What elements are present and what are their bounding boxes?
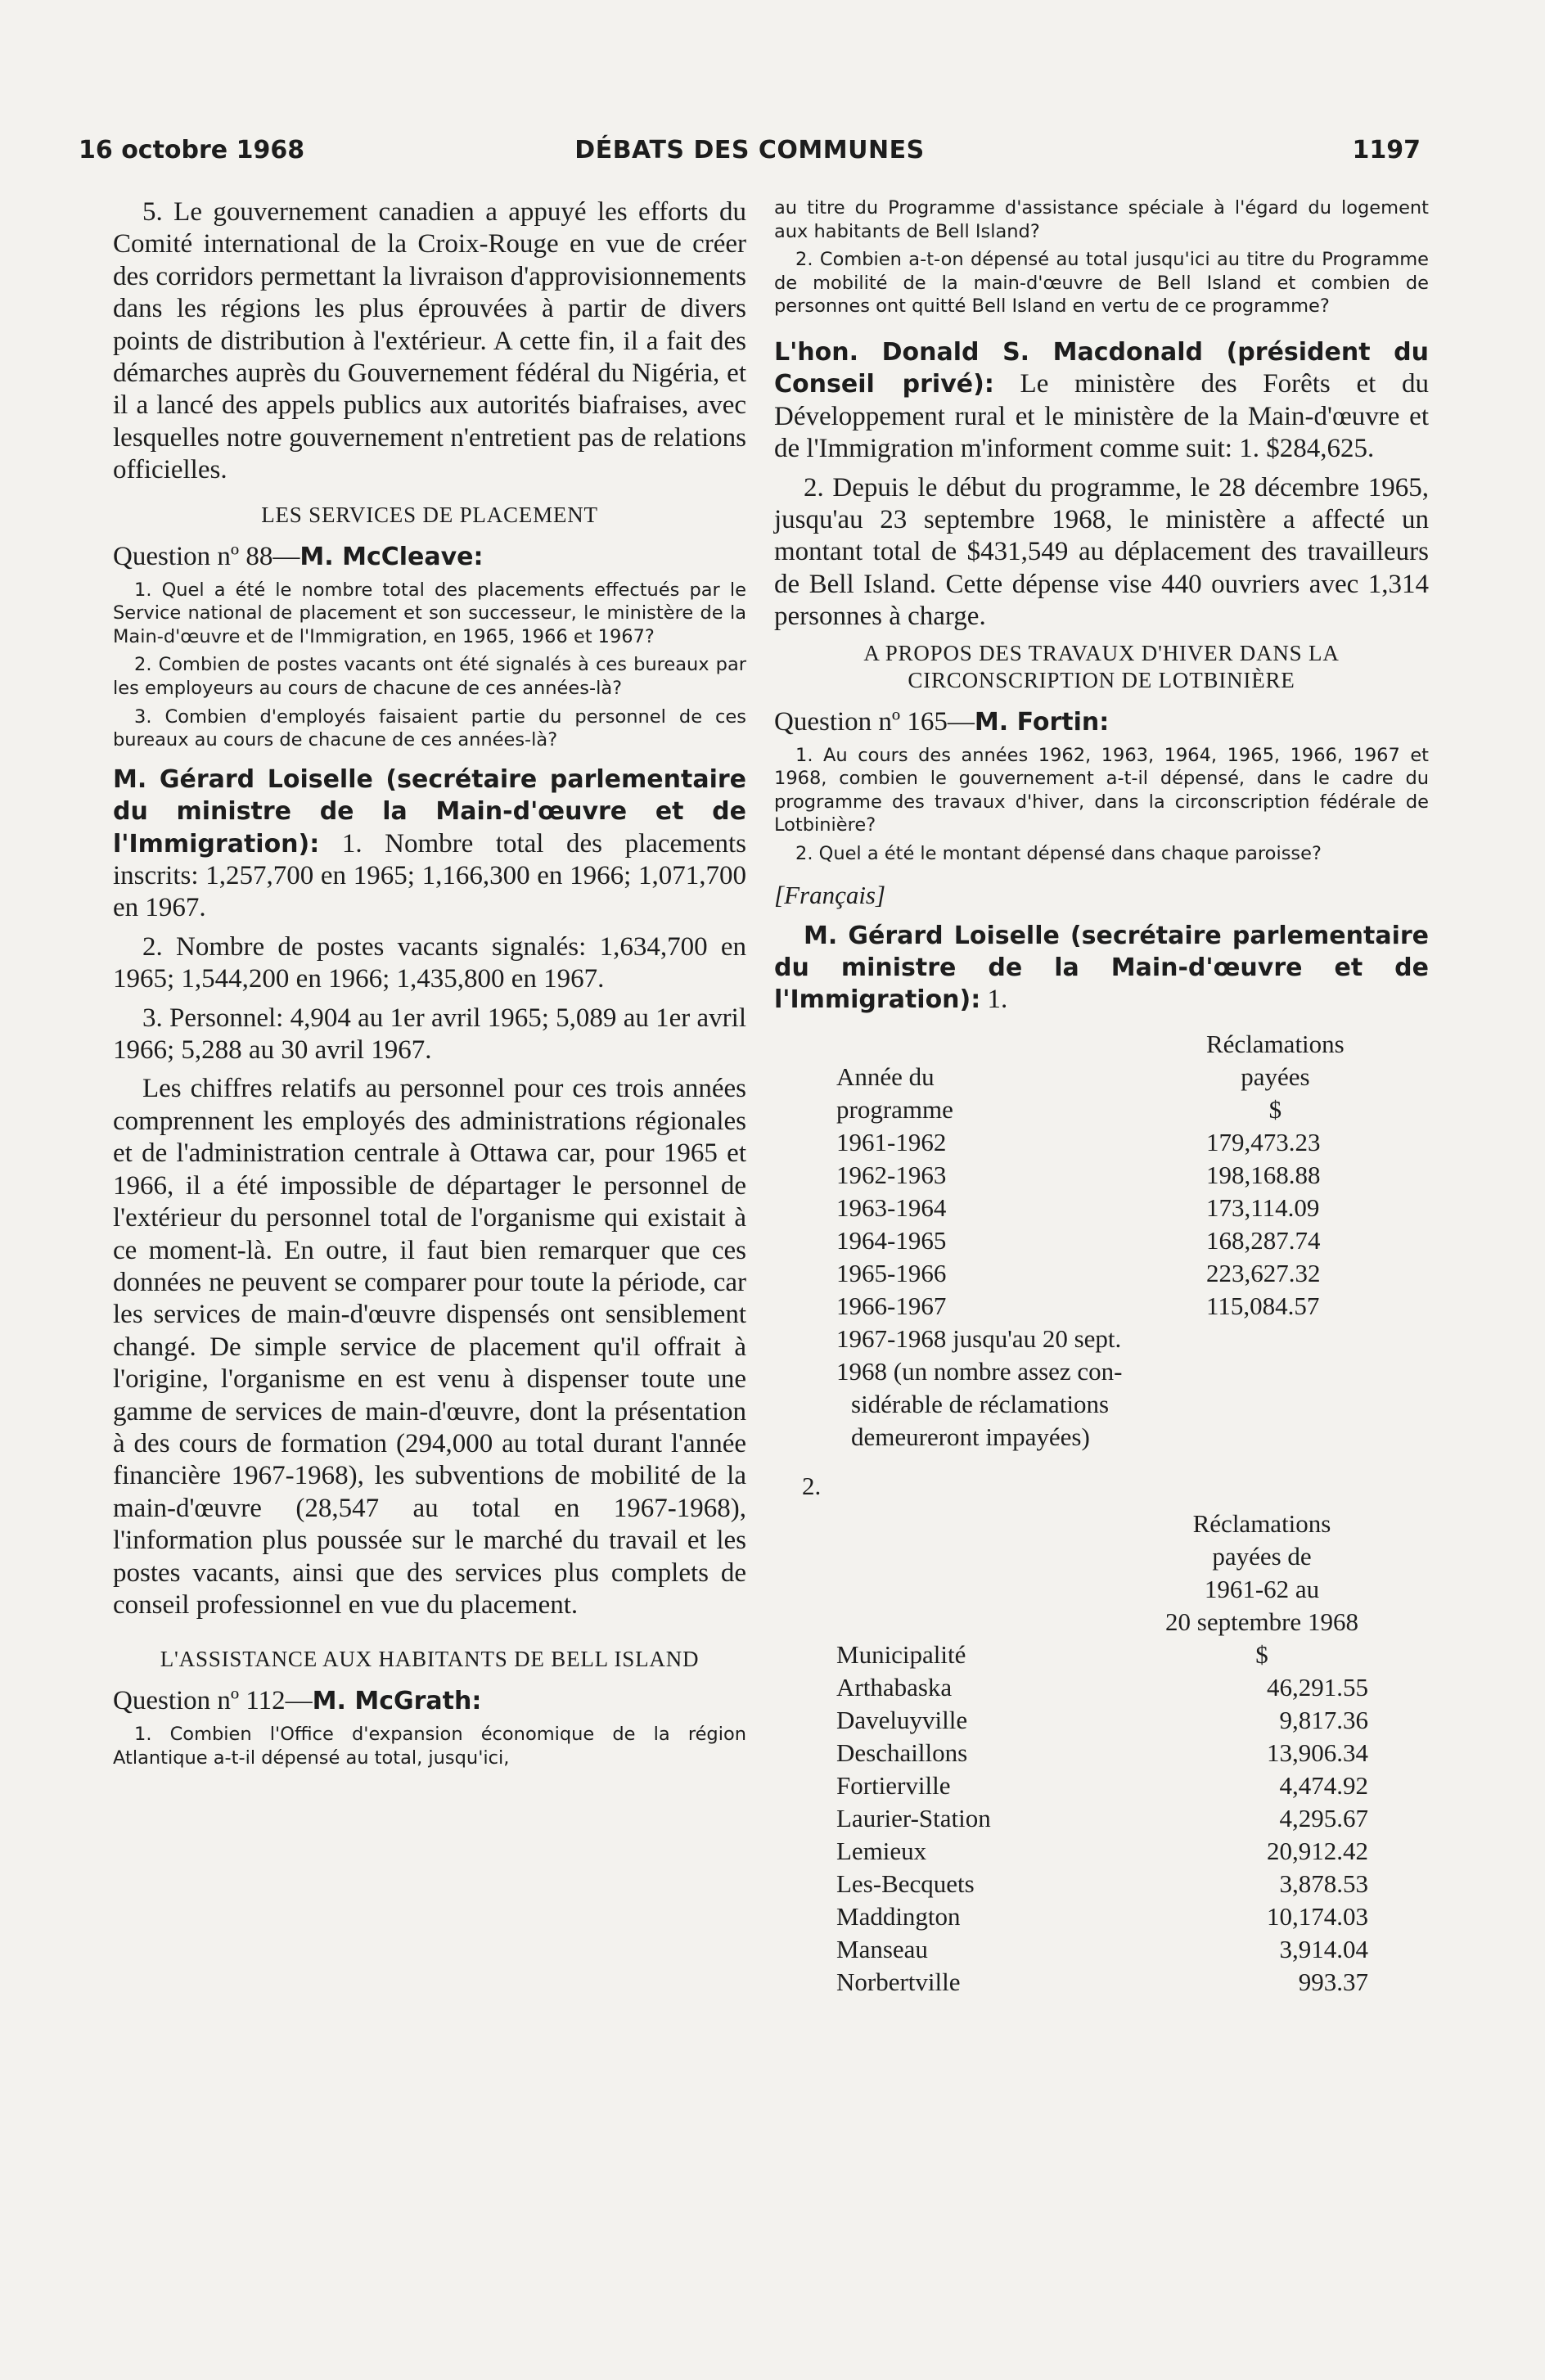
table-row — [836, 1769, 1368, 1802]
question-label: Question nº 88— — [113, 541, 300, 571]
paragraph-5: 5. Le gouvernement canadien a appuyé les efforts du Comité international de la Croix-Rouge en vue de créer des corridors permettant la livraison d'approvisionnements dans les régions les plus éprouvées à partir de divers points de distribution à l'extérieur. A cette fin, il a fait des démarches auprès du Gouvernement fédéral du Nigéria, et il a lancé des appels publics aux autorités biafraises, avec lesquelles notre gouvernement n'entretient pas de relations officielles. — [113, 197, 746, 485]
question-165-item-1: 1. Au cours des années 1962, 1963, 1964, 1965, 1966, 1967 et 1968, combien le gouvernement a-t-il dépensé, dans le cadre du programme des travaux d'hiver, dans la circonscription fédérale de Lotbinière? — [774, 744, 1429, 836]
note-line: 1968 (un nombre assez con- — [836, 1356, 1123, 1386]
table-row — [836, 1224, 1345, 1257]
header-title: DÉBATS DES COMMUNES — [574, 136, 925, 165]
note-line: sidérable de réclamations — [851, 1389, 1110, 1418]
municipality-cell: Maddington — [836, 1901, 961, 1931]
section-heading-bell-island: L'ASSISTANCE AUX HABITANTS DE BELL ISLAND — [160, 1647, 700, 1672]
question-label: Question nº 165— — [774, 706, 975, 737]
answer-88-item-3: 3. Personnel: 4,904 au 1er avril 1965; 5,089 au 1er avril 1966; 5,288 au 30 avril 1967. — [113, 1003, 746, 1066]
column-header-line: programme — [836, 1094, 953, 1124]
municipality-cell: Manseau — [836, 1934, 928, 1963]
answer-112-intro — [774, 336, 1429, 466]
amount-cell: 223,627.32 — [1206, 1258, 1321, 1287]
question-author: M. Fortin: — [974, 707, 1110, 737]
question-author: M. McCleave: — [300, 542, 484, 571]
amount-cell: 10,174.03 — [1267, 1901, 1368, 1931]
column-header-line: Année du — [836, 1062, 935, 1091]
table-row — [836, 1290, 1345, 1323]
column-header-line: 20 septembre 1968 — [1165, 1607, 1358, 1636]
answer-88-item-2: 2. Nombre de postes vacants signalés: 1,634,700 en 1965; 1,544,200 en 1966; 1,435,800 en 1967. — [113, 931, 746, 994]
column-header-line: Réclamations — [1192, 1508, 1331, 1538]
municipality-cell: Lemieux — [836, 1836, 927, 1865]
column-header-unit: $ — [1255, 1639, 1268, 1669]
municipality-cell: Norbertville — [836, 1967, 961, 1996]
table-row — [836, 1933, 1368, 1966]
amount-cell: 198,168.88 — [1206, 1160, 1321, 1189]
municipality-cell: Arthabaska — [836, 1672, 953, 1702]
amount-cell: 168,287.74 — [1206, 1225, 1321, 1255]
amount-cell: 179,473.23 — [1206, 1127, 1321, 1156]
page-number: 1197 — [1352, 136, 1421, 165]
question-112 — [113, 1684, 746, 1718]
table-row — [836, 1737, 1368, 1769]
amount-cell: 115,084.57 — [1206, 1291, 1320, 1320]
question-112-item-1: 1. Combien l'Office d'expansion économique de la région Atlantique a-t-il dépensé au total, jusqu'ici, — [113, 1724, 746, 1769]
claims-by-year-table — [836, 1028, 1345, 1454]
amount-cell: 4,295.67 — [1279, 1803, 1368, 1832]
column-header-line: payées de — [1212, 1541, 1312, 1571]
table-row — [836, 1868, 1368, 1900]
table-row — [836, 1704, 1368, 1737]
language-marker: [Français] — [774, 880, 886, 909]
question-author: M. McGrath: — [312, 1687, 482, 1716]
header-date: 16 octobre 1968 — [79, 136, 305, 165]
speaker-name: M. Gérard Loiselle (secrétaire parlementaire du ministre de la Main-d'œuvre et de l'Immigration): — [774, 921, 1429, 1015]
section-heading-placement: LES SERVICES DE PLACEMENT — [261, 502, 598, 527]
left-column — [113, 196, 746, 1775]
column-header-line: 1961-62 au — [1204, 1574, 1320, 1603]
question-88 — [113, 540, 746, 574]
speaker-name: L'hon. Donald S. Macdonald (président du Conseil privé): — [774, 337, 1429, 399]
year-cell: 1964-1965 — [836, 1225, 947, 1255]
question-165-item-2: 2. Quel a été le montant dépensé dans chaque paroisse? — [795, 843, 1322, 864]
year-cell: 1966-1967 — [836, 1291, 947, 1320]
table-row — [836, 1671, 1368, 1704]
amount-cell: 13,906.34 — [1267, 1738, 1368, 1767]
table-row-note — [836, 1323, 1345, 1454]
year-cell: 1965-1966 — [836, 1258, 947, 1287]
question-88-item-2: 2. Combien de postes vacants ont été signalés à ces bureaux par les employeurs au cours de chacune de ces années-là? — [113, 654, 746, 700]
section-heading-lotbiniere: A PROPOS DES TRAVAUX D'HIVER DANS LA CIRCONSCRIPTION DE LOTBINIÈRE — [863, 640, 1340, 692]
column-header-line: payées — [1241, 1062, 1310, 1091]
amount-cell: 4,474.92 — [1279, 1770, 1368, 1800]
table-row — [836, 1159, 1345, 1192]
column-header-claims — [1155, 1508, 1368, 1671]
column-header-line: $ — [1268, 1094, 1282, 1124]
page-header — [79, 136, 1421, 172]
municipality-cell: Fortierville — [836, 1770, 951, 1800]
claims-by-municipality-table — [836, 1508, 1368, 1999]
year-cell: 1963-1964 — [836, 1192, 947, 1222]
amount-cell: 46,291.55 — [1267, 1672, 1368, 1702]
question-165 — [774, 705, 1429, 739]
municipality-cell: Daveluyville — [836, 1705, 968, 1734]
column-header-claims — [1206, 1028, 1345, 1126]
table-row — [836, 1966, 1368, 1999]
answer-112-item-1: Le ministère des Forêts et du Développement rural et le ministère de la Main-d'œuvre et de l'Immigration m'informent comme suit: 1. $284,625. — [774, 369, 1429, 464]
speaker-name: M. Gérard Loiselle (secrétaire parlementaire du ministre de la Main-d'œuvre et de l'Immigration): — [113, 764, 746, 859]
column-header-line: Réclamations — [1206, 1029, 1345, 1058]
amount-cell: 3,878.53 — [1279, 1868, 1368, 1898]
table-row — [836, 1257, 1345, 1290]
amount-cell: 993.37 — [1298, 1967, 1368, 1996]
municipality-cell: Les-Becquets — [836, 1868, 975, 1898]
year-cell: 1962-1963 — [836, 1160, 947, 1189]
table-row — [836, 1900, 1368, 1933]
amount-cell: 20,912.42 — [1267, 1836, 1368, 1865]
table-header-row — [836, 1508, 1368, 1671]
table-header-row — [836, 1028, 1345, 1126]
amount-cell: 3,914.04 — [1279, 1934, 1368, 1963]
answer-88-intro — [113, 764, 746, 925]
right-column — [774, 196, 1429, 1999]
question-label: Question nº 112— — [113, 1686, 313, 1716]
answer-165-number: 1. — [987, 985, 1008, 1015]
note-line: demeureront impayées) — [851, 1422, 1090, 1451]
answer-88-paragraph: Les chiffres relatifs au personnel pour ces trois années comprennent les employés des administrations régionales et de l'administration centrale à Ottawa car, pour 1965 et 1966, il a été impossible de départager le personnel de l'extérieur du personnel total de l'organisme qui existait à ce moment-là. En outre, il faut bien remarquer que ces données ne peuvent se comparer pour toute la période, car les services de main-d'œuvre dispensés ont sensiblement changé. De simple service de placement qu'il offrait à l'origine, l'organisme en est venu à dispenser toute une gamme de services de main-d'œuvre, dont la présentation à des cours de formation (294,000 au total durant l'année financière 1967-1968), les subventions de mobilité de la main-d'œuvre (28,547 au total en 1967-1968), l'information plus poussée sur le marché du travail et les postes vacants, ainsi que des services plus complets de conseil professionnel en vue du placement. — [113, 1074, 746, 1620]
answer-88-item-1: 1. Nombre total des placements inscrits: 1,257,700 en 1965; 1,166,300 en 1966; 1,071,700 en 1967. — [113, 828, 747, 923]
column-header-municipality: Municipalité — [836, 1639, 966, 1669]
question-88-item-3: 3. Combien d'employés faisaient partie du personnel de ces bureaux au cours de chacune de ces années-là? — [113, 705, 746, 751]
question-112-continuation: au titre du Programme d'assistance spéciale à l'égard du logement aux habitants de Bell Island? — [774, 197, 1429, 242]
answer-112-item-2: 2. Depuis le début du programme, le 28 décembre 1965, jusqu'au 23 septembre 1968, le ministère a affecté un montant total de $431,549 au déplacement des travailleurs de Bell Island. Cette dépense vise 440 ouvriers avec 1,314 personnes à charge. — [774, 472, 1429, 632]
amount-cell: 173,114.09 — [1206, 1192, 1320, 1222]
column-header-year — [836, 1028, 1206, 1126]
municipality-cell: Deschaillons — [836, 1738, 968, 1767]
table-row — [836, 1192, 1345, 1224]
last-year-line: 1967-1968 jusqu'au 20 sept. — [836, 1323, 1122, 1353]
answer-165-intro — [774, 920, 1429, 1016]
amount-cell: 9,817.36 — [1279, 1705, 1368, 1734]
table-row — [836, 1835, 1368, 1868]
year-cell: 1961-1962 — [836, 1127, 947, 1156]
question-112-item-2: 2. Combien a-t-on dépensé au total jusqu'ici au titre du Programme de mobilité de la main-d'œuvre de Bell Island et combien de personnes ont quitté Bell Island en vertu de ce programme? — [774, 249, 1429, 318]
municipality-cell: Laurier-Station — [836, 1803, 991, 1832]
note-cell — [836, 1323, 1345, 1454]
question-88-item-1: 1. Quel a été le nombre total des placements effectués par le Service national de placement et son successeur, le ministère de la Main-d'œuvre et de l'Immigration, en 1965, 1966 et 1967? — [113, 579, 746, 647]
table-row — [836, 1126, 1345, 1159]
answer-165-item-2-number: 2. — [802, 1471, 822, 1500]
table-row — [836, 1802, 1368, 1835]
